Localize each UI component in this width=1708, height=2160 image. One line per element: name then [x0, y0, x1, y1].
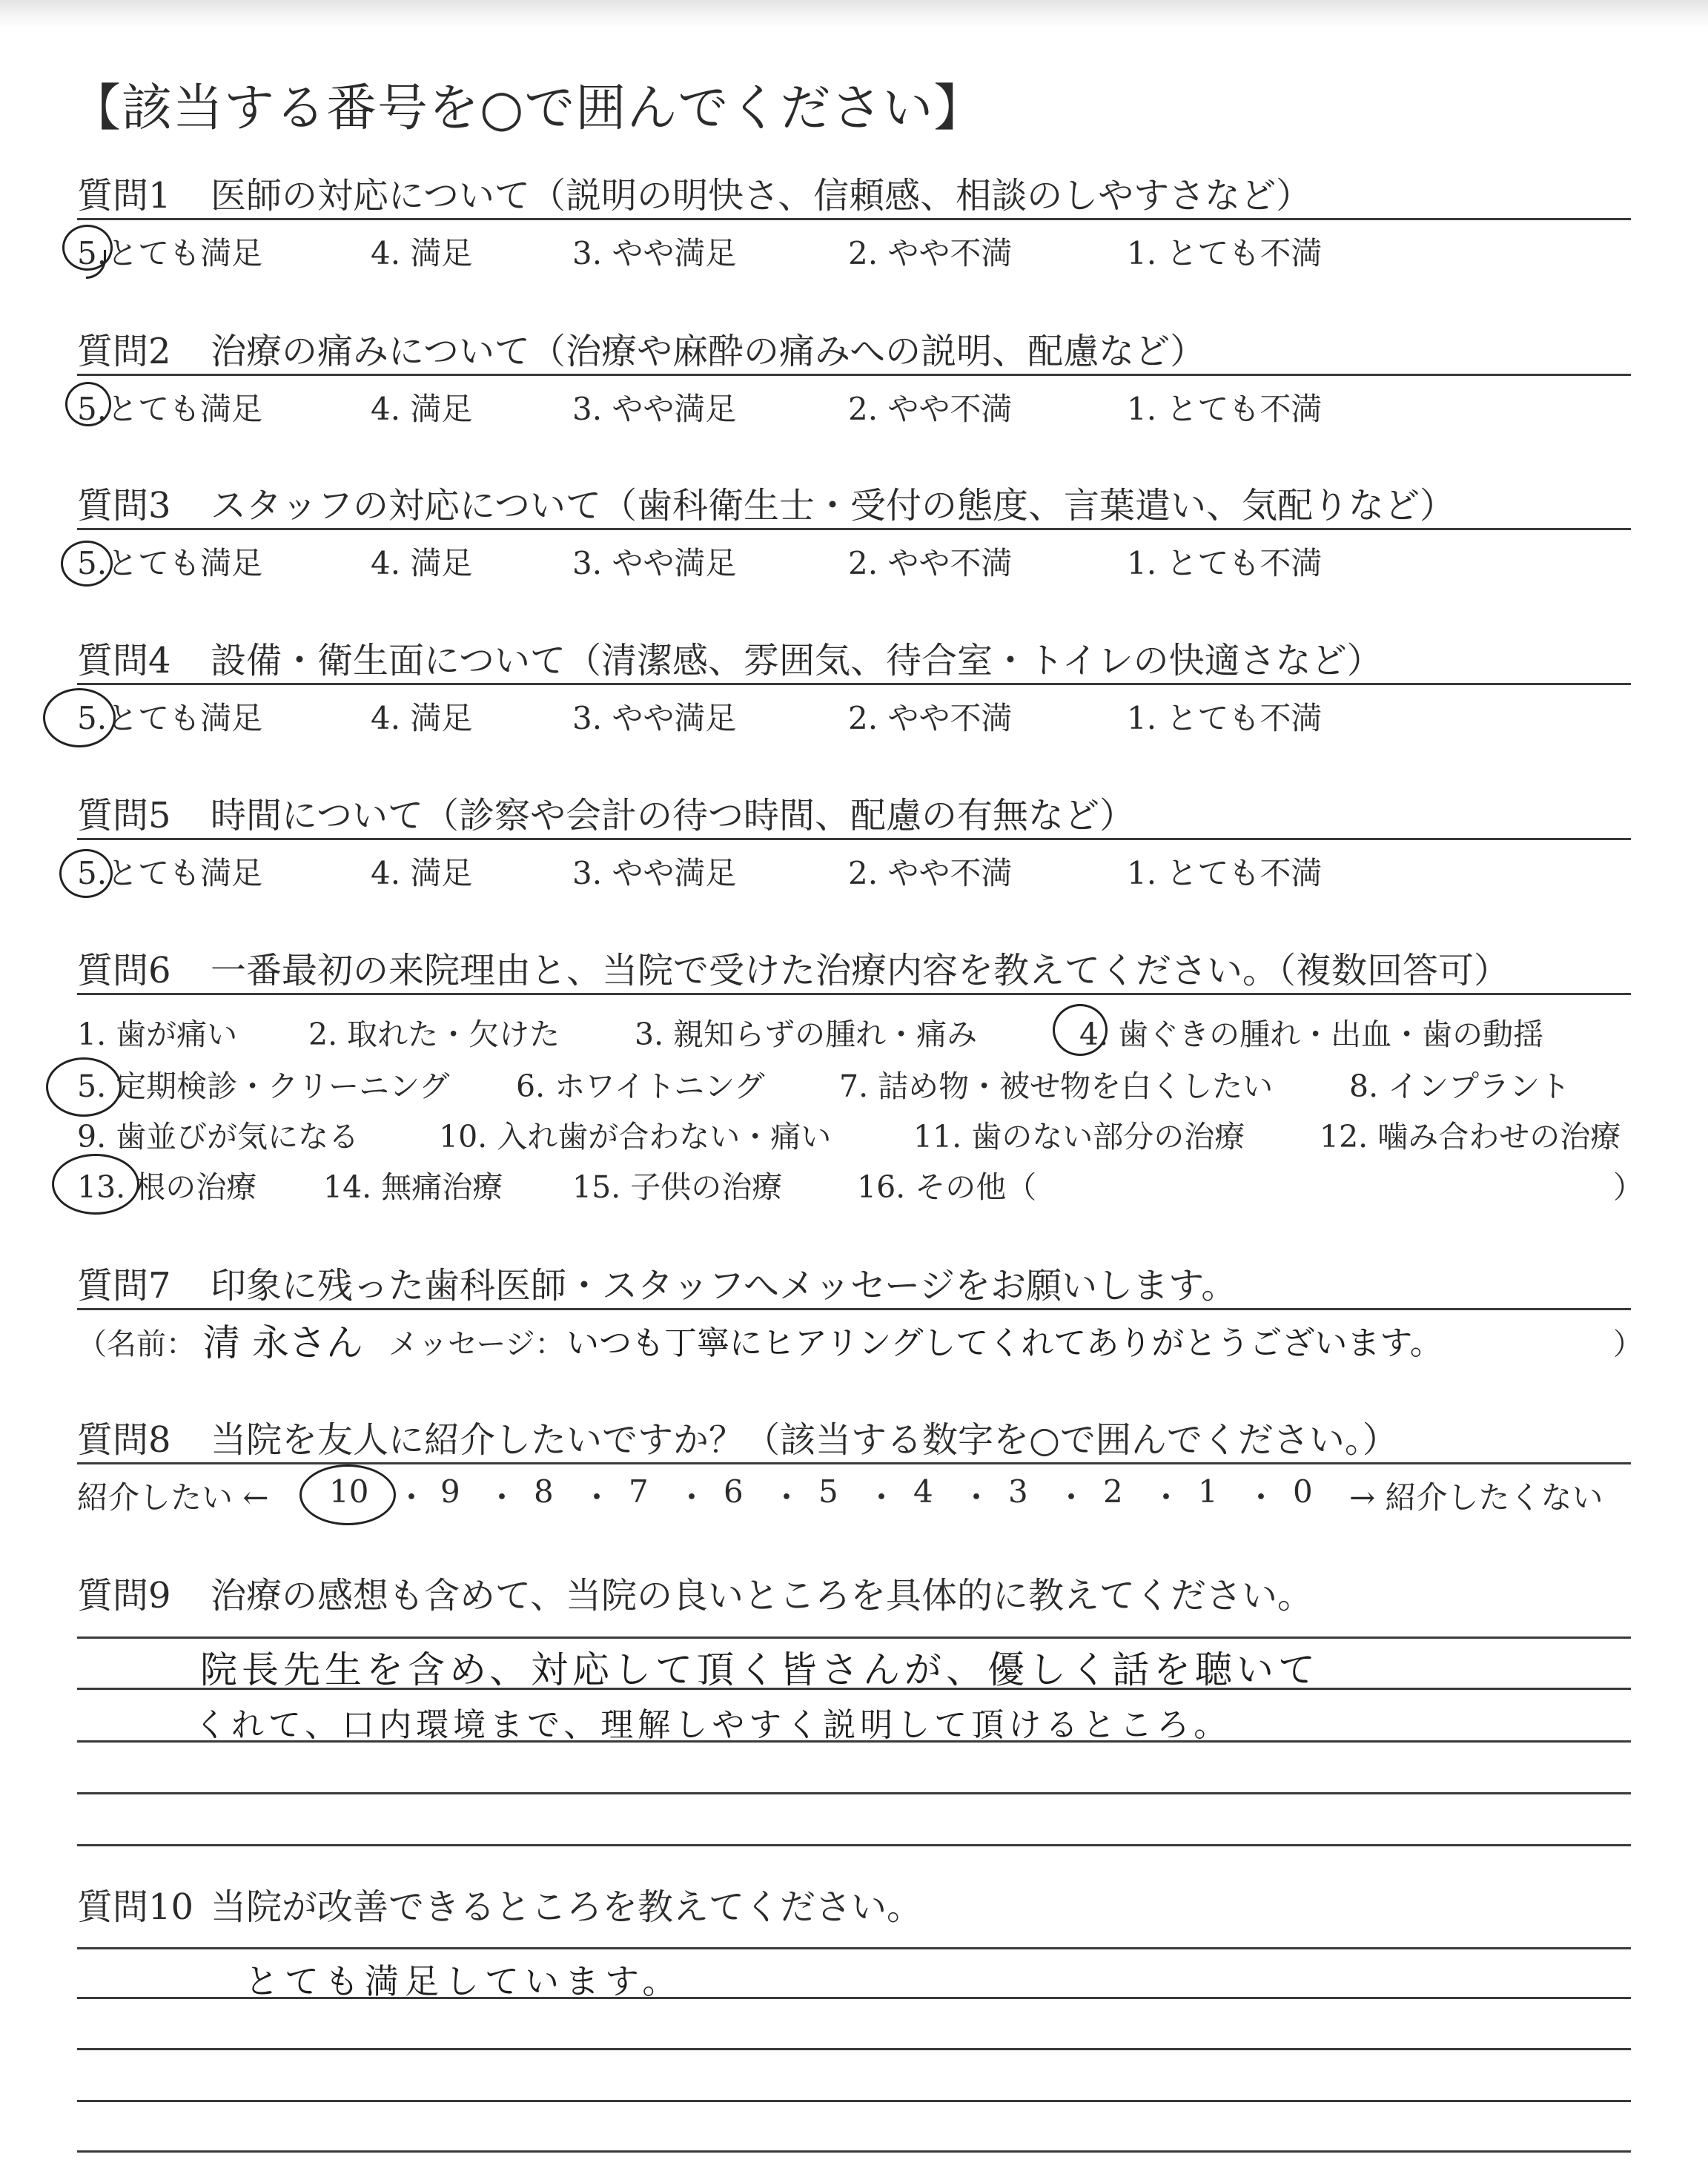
recommend-left-label: 紹介したい ←: [77, 1479, 269, 1516]
recommend-value-9[interactable]: 9: [440, 1473, 460, 1510]
reason-option[interactable]: 11. 歯のない部分の治療: [913, 1119, 1245, 1155]
reason-option[interactable]: 3. 親知らずの腫れ・痛み: [635, 1017, 978, 1052]
other-close-paren: ）: [1613, 1169, 1644, 1205]
message-label: メッセージ：: [388, 1327, 565, 1361]
recommend-separator: ・: [396, 1479, 428, 1516]
question-number: 質問2: [77, 331, 171, 372]
answer-rule: [77, 1844, 1631, 1846]
name-label: （名前：: [77, 1327, 196, 1361]
recommend-right-label: → 紹介したくない: [1349, 1479, 1603, 1516]
recommend-value-3[interactable]: 3: [1008, 1473, 1028, 1510]
answer-rule: [77, 2048, 1631, 2050]
recommend-separator: ・: [581, 1479, 613, 1516]
option-very-satisfied[interactable]: 5.とても満足: [77, 235, 263, 271]
recommend-separator: ・: [676, 1479, 708, 1516]
selection-circle-mark: [65, 382, 111, 426]
option-satisfied[interactable]: 4. 満足: [371, 391, 473, 427]
question-number: 質問8: [77, 1419, 171, 1461]
reason-options: [77, 995, 1644, 1218]
selection-circle-mark: [1053, 1004, 1108, 1056]
rating-scale: [77, 376, 1631, 431]
question-text: 治療の感想も含めて、当院の良いところを具体的に教えてください。: [211, 1575, 1314, 1616]
question-number: 質問9: [77, 1575, 171, 1616]
question-1: [77, 171, 1631, 275]
question-text: 設備・衛生面について（清潔感、雰囲気、待合室・トイレの快適さなど）: [211, 640, 1383, 681]
reason-option[interactable]: 14. 無痛治療: [323, 1169, 503, 1205]
selection-circle-tail: [86, 250, 106, 279]
option-very-satisfied[interactable]: 5.とても満足: [77, 545, 263, 581]
option-very-dissatisfied[interactable]: 1. とても不満: [1127, 235, 1323, 271]
answer-rule: [77, 1947, 1631, 1949]
message-row: [77, 1310, 1643, 1370]
option-satisfied[interactable]: 4. 満足: [371, 235, 473, 271]
q10-answer-line-1[interactable]: とても満足しています。: [245, 1961, 683, 2001]
option-somewhat-satisfied[interactable]: 3. やや満足: [572, 391, 737, 427]
recommend-value-4[interactable]: 4: [913, 1473, 933, 1510]
answer-rule: [77, 2100, 1631, 2102]
recommend-value-10[interactable]: 10: [329, 1473, 369, 1510]
selection-circle-mark: [61, 541, 113, 587]
option-somewhat-dissatisfied[interactable]: 2. やや不満: [848, 235, 1013, 271]
option-very-satisfied[interactable]: 5.とても満足: [77, 855, 263, 891]
option-satisfied[interactable]: 4. 満足: [371, 700, 473, 736]
option-very-dissatisfied[interactable]: 1. とても不満: [1127, 855, 1323, 891]
name-handwritten[interactable]: 清 永さん: [203, 1321, 363, 1364]
question-8: [77, 1415, 1631, 1524]
question-header: [77, 1882, 1631, 1929]
question-number: 質問5: [77, 795, 171, 836]
message-close-paren: ）: [1613, 1327, 1643, 1361]
selection-circle-mark: [59, 849, 113, 898]
question-header: [77, 945, 1631, 995]
option-somewhat-satisfied[interactable]: 3. やや満足: [572, 545, 737, 581]
selection-circle-mark: [52, 1154, 139, 1215]
question-text: スタッフの対応について（歯科衛生士・受付の態度、言葉遣い、気配りなど）: [211, 485, 1456, 526]
rating-scale: [77, 220, 1631, 275]
answer-rule: [77, 1636, 1631, 1639]
question-text: 医師の対応について（説明の明快さ、信頼感、相談のしやすさなど）: [211, 175, 1312, 217]
recommend-value-8[interactable]: 8: [534, 1473, 554, 1510]
recommend-separator: ・: [486, 1479, 518, 1516]
selection-circle-mark: [43, 688, 116, 747]
recommend-separator: ・: [1151, 1479, 1182, 1516]
reason-option[interactable]: 10. 入れ歯が合わない・痛い: [439, 1119, 832, 1155]
rating-scale: [77, 685, 1631, 740]
question-header: [77, 1571, 1631, 1618]
q9-answer-line-2[interactable]: くれて、口内環境まで、理解しやすく説明して頂けるところ。: [194, 1706, 1231, 1744]
reason-option[interactable]: 12. 噛み合わせの治療: [1320, 1119, 1621, 1155]
recommend-value-0[interactable]: 0: [1293, 1473, 1313, 1510]
question-number: 質問6: [77, 950, 171, 991]
question-header: [77, 790, 1631, 840]
option-somewhat-dissatisfied[interactable]: 2. やや不満: [848, 855, 1013, 891]
reason-option[interactable]: 1. 歯が痛い: [77, 1017, 238, 1052]
question-header: [77, 480, 1631, 530]
reason-option[interactable]: 5. 定期検診・クリーニング: [77, 1069, 450, 1104]
question-5: [77, 790, 1631, 895]
recommend-separator: ・: [866, 1479, 898, 1516]
option-satisfied[interactable]: 4. 満足: [371, 545, 473, 581]
question-number: 質問4: [77, 640, 171, 681]
reason-option[interactable]: 8. インプラント: [1349, 1069, 1571, 1104]
recommend-separator: ・: [771, 1479, 803, 1516]
reason-option[interactable]: 6. ホワイトニング: [516, 1069, 765, 1104]
recommend-separator: ・: [961, 1479, 993, 1516]
reason-option[interactable]: 13. 根の治療: [77, 1169, 257, 1205]
recommend-value-6[interactable]: 6: [724, 1473, 744, 1510]
message-handwritten[interactable]: いつも丁寧にヒアリングしてくれてありがとうございます。: [566, 1324, 1443, 1362]
question-9: [77, 1571, 1631, 1618]
reason-option[interactable]: 2. 取れた・欠けた: [308, 1017, 560, 1052]
question-10: [77, 1882, 1631, 1929]
answer-rule: [77, 2150, 1631, 2153]
question-2: [77, 326, 1631, 431]
selection-circle-mark: [46, 1057, 122, 1117]
option-somewhat-dissatisfied[interactable]: 2. やや不満: [848, 545, 1013, 581]
option-somewhat-dissatisfied[interactable]: 2. やや不満: [848, 391, 1013, 427]
option-somewhat-satisfied[interactable]: 3. やや満足: [572, 700, 737, 736]
question-6: [77, 945, 1644, 1218]
scan-top-edge: [0, 0, 1708, 28]
recommend-value-7[interactable]: 7: [629, 1473, 649, 1510]
question-number: 質問3: [77, 485, 171, 526]
question-number: 質問10: [77, 1886, 194, 1928]
question-header: [77, 326, 1631, 376]
question-4: [77, 635, 1631, 740]
option-somewhat-dissatisfied[interactable]: 2. やや不満: [848, 700, 1013, 736]
option-very-dissatisfied[interactable]: 1. とても不満: [1127, 391, 1323, 427]
question-header: [77, 1261, 1631, 1310]
question-number: 質問7: [77, 1265, 171, 1307]
recommend-separator: ・: [1056, 1479, 1088, 1516]
question-number: 質問1: [77, 175, 171, 217]
reason-option[interactable]: 15. 子供の治療: [572, 1169, 783, 1205]
option-very-satisfied[interactable]: 5.とても満足: [77, 700, 263, 736]
reason-option[interactable]: 9. 歯並びが気になる: [77, 1119, 360, 1155]
question-header: [77, 635, 1631, 685]
option-satisfied[interactable]: 4. 満足: [371, 855, 473, 891]
recommend-scale: [77, 1464, 1631, 1524]
rating-scale: [77, 530, 1631, 585]
option-very-dissatisfied[interactable]: 1. とても不満: [1127, 545, 1323, 581]
rating-scale: [77, 840, 1631, 895]
selection-circle-mark: [299, 1464, 396, 1525]
reason-option[interactable]: 7. 詰め物・被せ物を白くしたい: [839, 1069, 1274, 1104]
recommend-value-5[interactable]: 5: [818, 1473, 838, 1510]
option-somewhat-satisfied[interactable]: 3. やや満足: [572, 855, 737, 891]
question-3: [77, 480, 1631, 585]
page-heading: 【該当する番号を○で囲んでください】: [70, 79, 985, 138]
question-text: 治療の痛みについて（治療や麻酔の痛みへの説明、配慮など）: [211, 331, 1206, 372]
option-very-dissatisfied[interactable]: 1. とても不満: [1127, 700, 1323, 736]
question-text: 印象に残った歯科医師・スタッフへメッセージをお願いします。: [211, 1265, 1237, 1307]
recommend-separator: ・: [1245, 1479, 1277, 1516]
q9-answer-line-1[interactable]: 院長先生を含め、対応して頂く皆さんが、優しく話を聴いて: [200, 1648, 1320, 1691]
question-text: 当院を友人に紹介したいですか？（該当する数字を○で囲んでください。）: [211, 1419, 1398, 1461]
question-text: 時間について（診察や会計の待つ時間、配慮の有無など）: [211, 795, 1136, 836]
question-text: 当院が改善できるところを教えてください。: [211, 1886, 923, 1928]
recommend-value-2[interactable]: 2: [1103, 1473, 1123, 1510]
question-header: [77, 1415, 1631, 1464]
option-very-satisfied[interactable]: 5.とても満足: [77, 391, 263, 427]
question-text: 一番最初の来院理由と、当院で受けた治療内容を教えてください。（複数回答可）: [211, 950, 1510, 991]
reason-option[interactable]: 4. 歯ぐきの腫れ・出血・歯の動揺: [1079, 1017, 1544, 1052]
answer-rule: [77, 1792, 1631, 1794]
question-header: [77, 171, 1631, 220]
question-7: [77, 1261, 1643, 1370]
reason-option-other[interactable]: 16. その他（: [857, 1169, 1037, 1205]
recommend-value-1[interactable]: 1: [1198, 1473, 1218, 1510]
option-somewhat-satisfied[interactable]: 3. やや満足: [572, 235, 737, 271]
